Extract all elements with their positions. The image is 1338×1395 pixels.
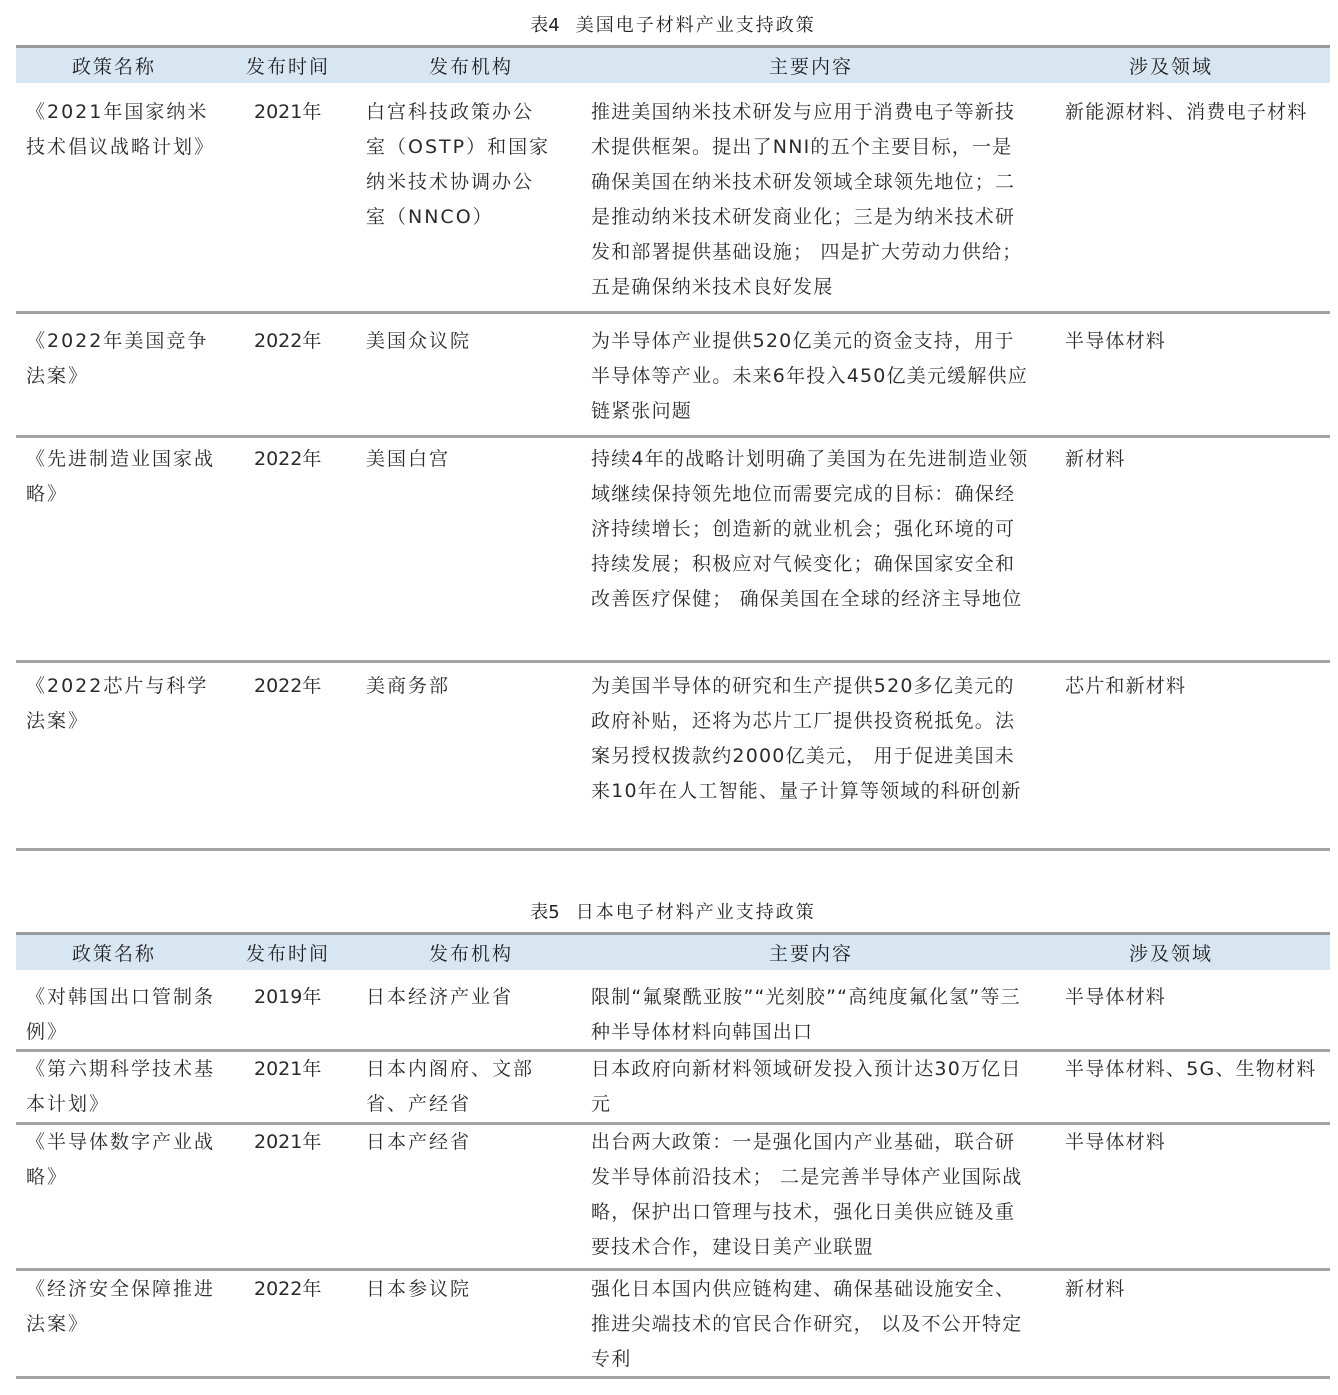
cell-release-time: 2022年 [254, 675, 322, 697]
cell-policy-name: 《2022芯片与科学法案》 [26, 675, 209, 732]
cell-issuing-agency: 美商务部 [366, 675, 451, 697]
table-5-caption [16, 901, 1330, 925]
cell-issuing-agency: 日本内阁府、文部省、产经省 [366, 1058, 535, 1115]
cell-main-content: 为美国半导体的研究和生产提供520多亿美元的政府补贴，还将为芯片工厂提供投资税抵免。法案另授权拨款约2000亿美元， 用于促进美国未来10年在人工智能、量子计算等领域的科研创新 [591, 675, 1022, 802]
cell-policy-name: 《第六期科学技术基本计划》 [26, 1058, 216, 1115]
cell-issuing-agency: 日本经济产业省 [366, 986, 514, 1008]
table-5-header-row [16, 932, 1330, 970]
cell-release-time: 2022年 [254, 330, 322, 352]
cell-release-time: 2019年 [254, 986, 322, 1008]
cell-policy-name: 《2022年美国竞争法案》 [26, 330, 209, 387]
cell-release-time: 2022年 [254, 1278, 322, 1300]
header-policy-name: 政策名称 [71, 56, 156, 78]
cell-related-field: 半导体材料、5G、生物材料 [1065, 1058, 1317, 1080]
table-row [16, 1125, 1330, 1271]
table-5-caption-title: 日本电子材料产业支持政策 [575, 902, 816, 923]
table-row [16, 663, 1330, 851]
cell-policy-name: 《先进制造业国家战略》 [26, 448, 216, 505]
cell-policy-name: 《2021年国家纳米技术倡议战略计划》 [26, 101, 216, 158]
cell-related-field: 芯片和新材料 [1065, 675, 1187, 697]
cell-related-field: 新材料 [1065, 1278, 1126, 1300]
table-4-caption-title: 美国电子材料产业支持政策 [575, 15, 816, 36]
table-4-caption-number: 表4 [530, 15, 560, 36]
cell-related-field: 新材料 [1065, 448, 1126, 470]
header-main-content: 主要内容 [768, 56, 853, 78]
cell-related-field: 半导体材料 [1065, 1131, 1167, 1153]
table-row [16, 1271, 1330, 1379]
table-5-caption-number: 表5 [530, 902, 560, 923]
cell-main-content: 强化日本国内供应链构建、确保基础设施安全、推进尖端技术的官民合作研究， 以及不公开特定专利 [591, 1278, 1023, 1370]
cell-main-content: 持续4年的战略计划明确了美国为在先进制造业领域继续保持领先地位而需要完成的目标：确保经济持续增长；创造新的就业机会；强化环境的可持续发展；积极应对气候变化；确保国家安全和改善医疗保健； 确保美国在全球的经济主导地位 [591, 448, 1029, 610]
cell-issuing-agency: 日本产经省 [366, 1131, 472, 1153]
cell-policy-name: 《对韩国出口管制条例》 [26, 986, 216, 1043]
header-related-field: 涉及领域 [1128, 943, 1213, 965]
table-row [16, 1052, 1330, 1125]
cell-policy-name: 《经济安全保障推进法案》 [26, 1278, 216, 1335]
cell-issuing-agency: 美国众议院 [366, 330, 472, 352]
cell-main-content: 日本政府向新材料领域研发投入预计达30万亿日元 [591, 1058, 1022, 1115]
cell-main-content: 出台两大政策：一是强化国内产业基础，联合研发半导体前沿技术； 二是完善半导体产业国际战略，保护出口管理与技术，强化日美供应链及重要技术合作，建设日美产业联盟 [591, 1131, 1023, 1258]
header-policy-name: 政策名称 [71, 943, 156, 965]
table-row [16, 83, 1330, 314]
table-row [16, 438, 1330, 663]
cell-related-field: 新能源材料、消费电子材料 [1065, 101, 1308, 123]
cell-release-time: 2021年 [254, 1058, 322, 1080]
header-issuing-agency: 发布机构 [428, 56, 513, 78]
cell-issuing-agency: 日本参议院 [366, 1278, 472, 1300]
cell-main-content: 限制“氟聚酰亚胺”“光刻胶”“高纯度氟化氢”等三种半导体材料向韩国出口 [591, 986, 1021, 1043]
header-main-content: 主要内容 [768, 943, 853, 965]
cell-policy-name: 《半导体数字产业战略》 [26, 1131, 216, 1188]
cell-release-time: 2021年 [254, 1131, 322, 1153]
header-issuing-agency: 发布机构 [428, 943, 513, 965]
header-release-time: 发布时间 [245, 56, 330, 78]
cell-main-content: 推进美国纳米技术研发与应用于消费电子等新技术提供框架。提出了NNI的五个主要目标，一是确保美国在纳米技术研发领域全球领先地位；二是推动纳米技术研发商业化；三是为纳米技术研发和部署提供基础设施； 四是扩大劳动力供给；五是确保纳米技术良好发展 [591, 101, 1023, 298]
cell-related-field: 半导体材料 [1065, 330, 1167, 352]
header-release-time: 发布时间 [245, 943, 330, 965]
cell-issuing-agency: 美国白宫 [366, 448, 451, 470]
table-row [16, 314, 1330, 438]
cell-main-content: 为半导体产业提供520亿美元的资金支持，用于半导体等产业。未来6年投入450亿美元缓解供应链紧张问题 [591, 330, 1028, 422]
table-4-caption [16, 14, 1330, 38]
cell-release-time: 2021年 [254, 101, 322, 123]
table-row [16, 970, 1330, 1052]
cell-release-time: 2022年 [254, 448, 322, 470]
cell-related-field: 半导体材料 [1065, 986, 1167, 1008]
table-4-header-row [16, 45, 1330, 83]
cell-issuing-agency: 白宫科技政策办公室（OSTP）和国家纳米技术协调办公室（NNCO） [366, 101, 551, 228]
header-related-field: 涉及领域 [1128, 56, 1213, 78]
